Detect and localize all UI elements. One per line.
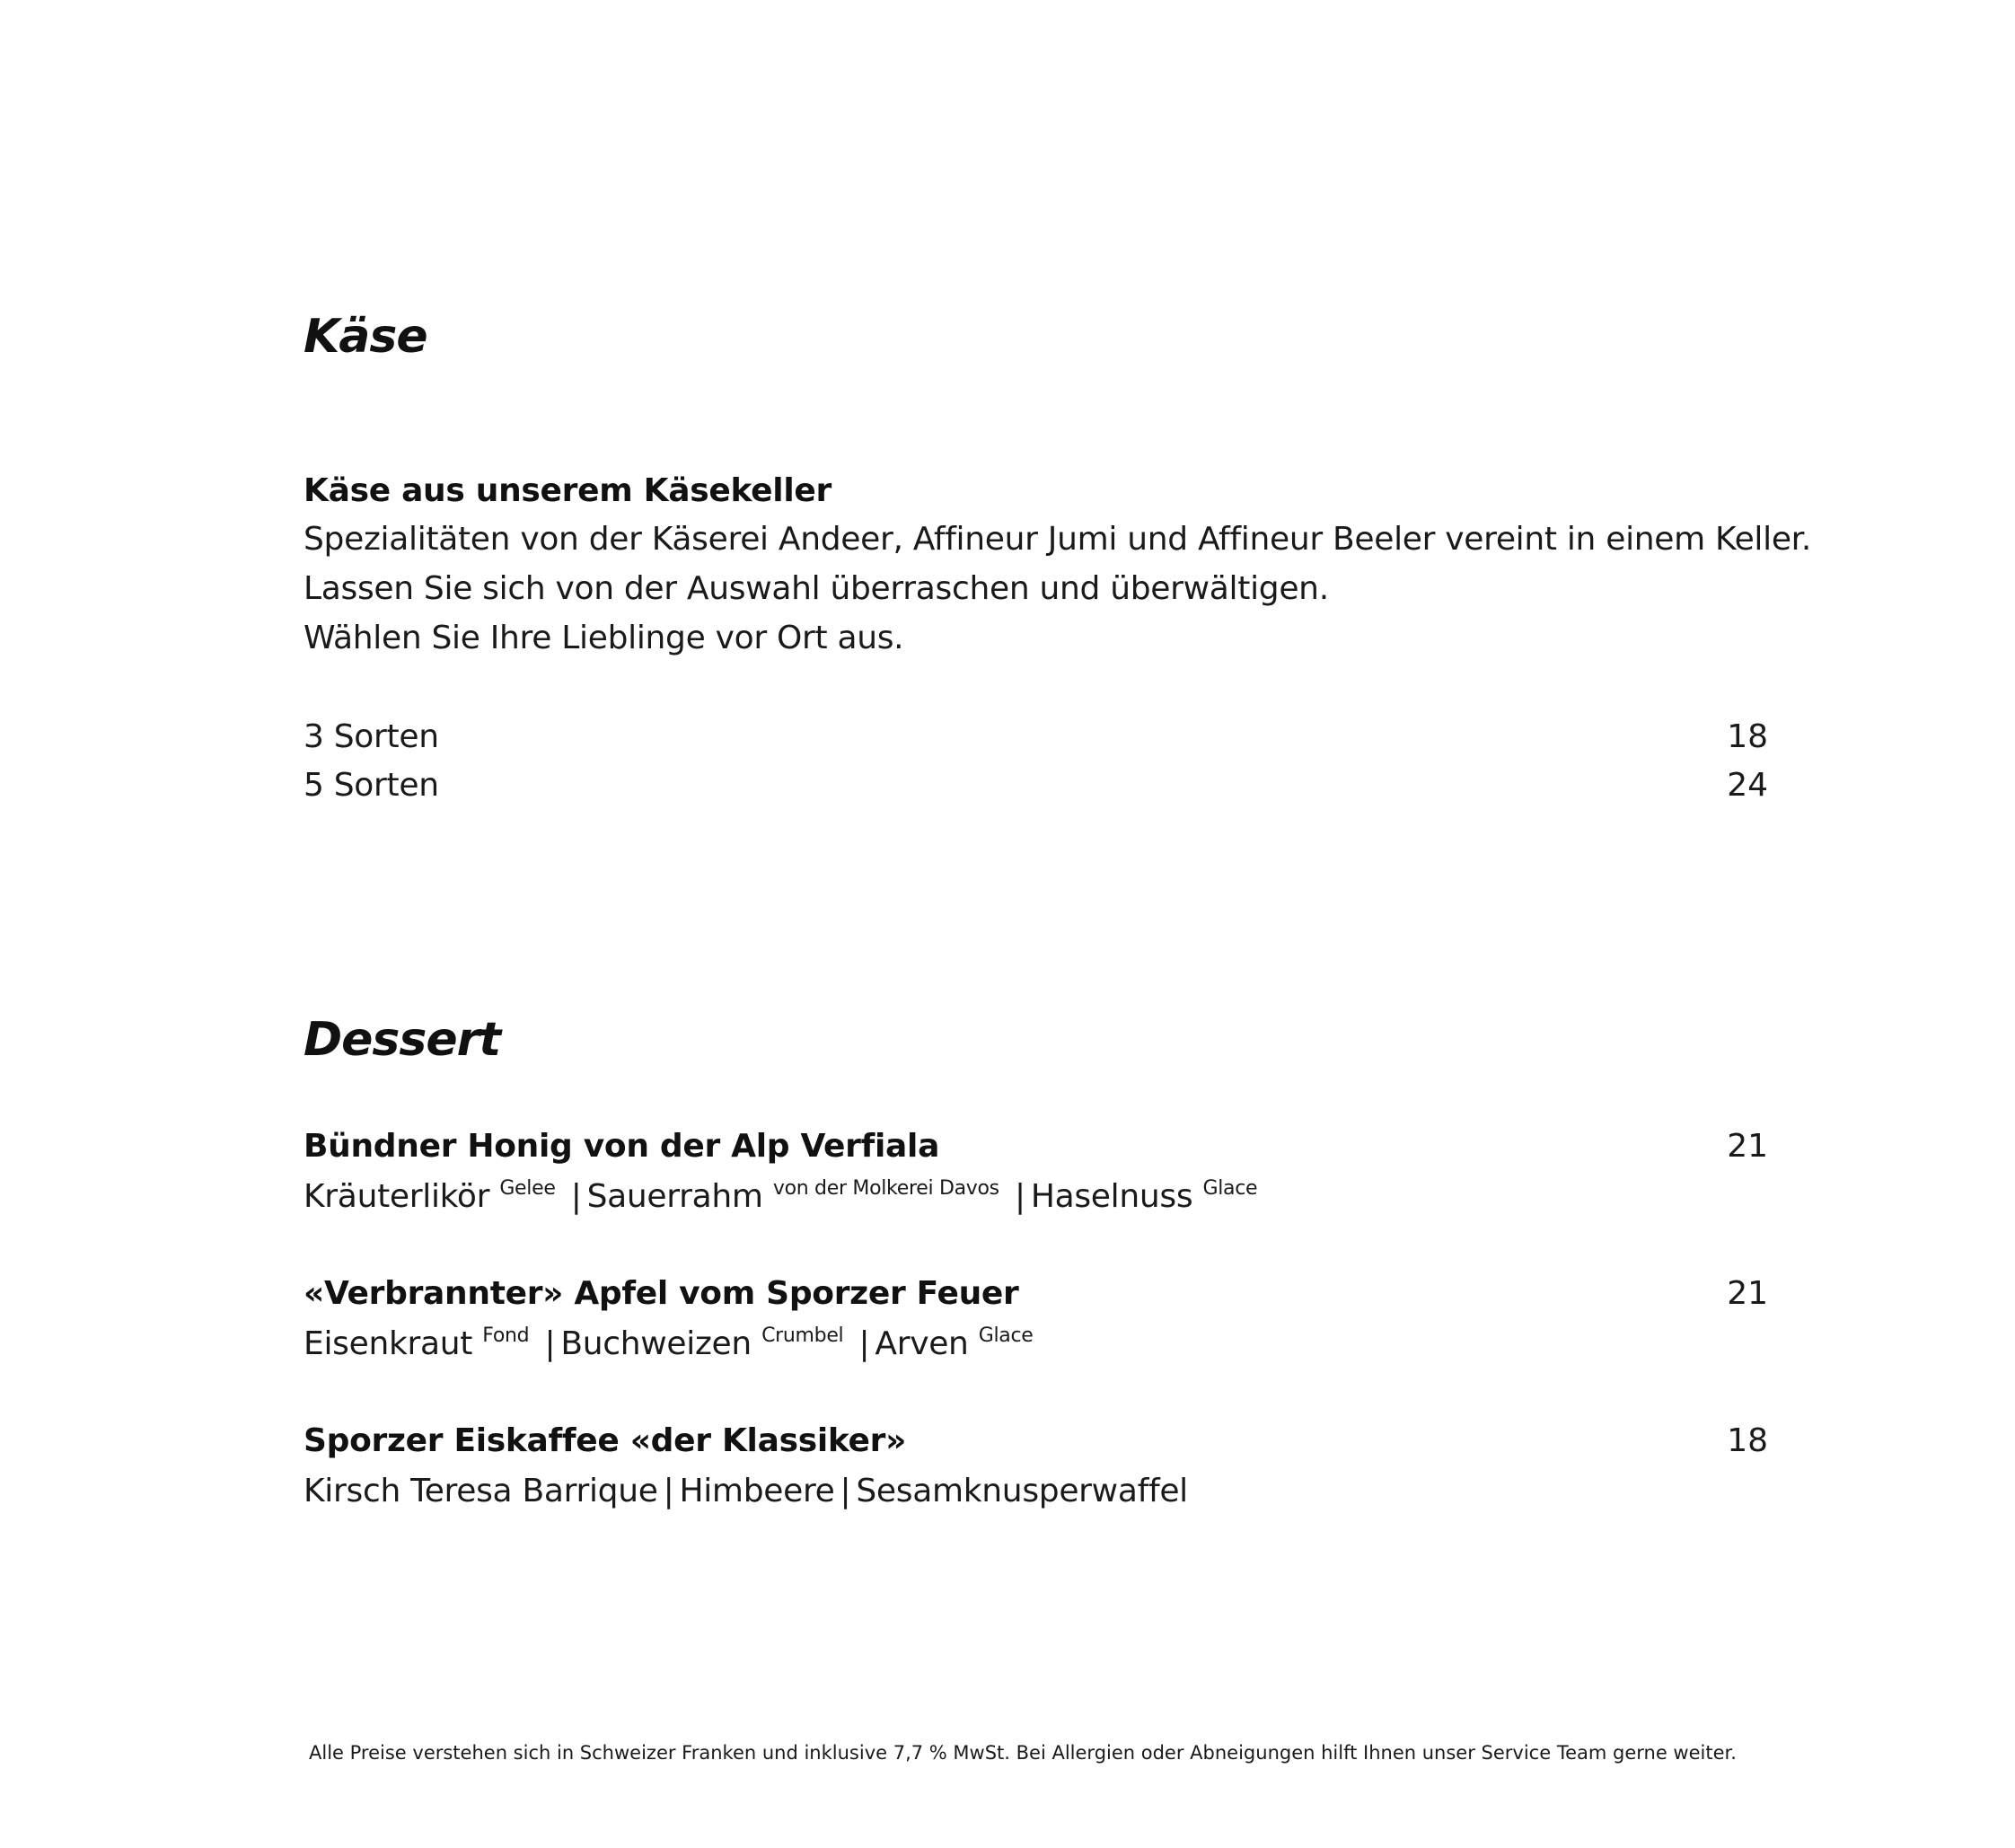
component-text: Himbeere — [679, 1473, 835, 1509]
component-sup: Gelee — [499, 1177, 556, 1200]
component-text: Kirsch Teresa Barrique — [304, 1473, 658, 1509]
component-sup: Fond — [482, 1324, 530, 1347]
component-text: Sesamknusperwaffel — [856, 1473, 1188, 1509]
component-sup: Glace — [1202, 1177, 1258, 1200]
dessert-item-price-1: 21 — [1727, 1128, 1768, 1165]
section-title-dessert: Dessert — [304, 1013, 501, 1067]
option-price-3-sorten: 18 — [1727, 718, 1768, 755]
component-sup: von der Molkerei Davos — [772, 1177, 999, 1200]
dessert-item-components-3 — [304, 1473, 1188, 1509]
dessert-item-title-3: Sporzer Eiskaffee «der Klassiker» — [304, 1422, 907, 1459]
separator: | — [1014, 1178, 1025, 1215]
dessert-item-title-1: Bündner Honig von der Alp Verfiala — [304, 1128, 940, 1165]
separator: | — [570, 1178, 582, 1215]
separator: | — [858, 1325, 870, 1362]
dessert-item-price-2: 21 — [1727, 1275, 1768, 1312]
option-label-3-sorten: 3 Sorten — [304, 718, 439, 755]
option-price-5-sorten: 24 — [1727, 767, 1768, 804]
component-text: Arven — [875, 1325, 969, 1362]
item-title-kaesekeller: Käse aus unserem Käsekeller — [304, 472, 832, 509]
dessert-item-components-2 — [304, 1325, 1034, 1362]
option-label-5-sorten: 5 Sorten — [304, 767, 439, 804]
dessert-item-components-1 — [304, 1178, 1257, 1215]
component-text: Sauerrahm — [586, 1178, 763, 1215]
price-footnote: Alle Preise verstehen sich in Schweizer Franken und inklusive 7,7 % MwSt. Bei Allergien oder Abneigungen hilft Ihnen unser Service Team gerne weiter. — [309, 1742, 1737, 1764]
item-description-line-3: Wählen Sie Ihre Lieblinge vor Ort aus. — [304, 620, 904, 656]
item-description-line-2: Lassen Sie sich von der Auswahl überraschen und überwältigen. — [304, 570, 1329, 607]
component-text: Buchweizen — [560, 1325, 752, 1362]
item-description-line-1: Spezialitäten von der Käserei Andeer, Affineur Jumi und Affineur Beeler vereint in einem Keller. — [304, 521, 1812, 558]
separator: | — [544, 1325, 556, 1362]
component-sup: Glace — [978, 1324, 1034, 1347]
separator: | — [840, 1473, 851, 1509]
component-text: Eisenkraut — [304, 1325, 473, 1362]
separator: | — [663, 1473, 674, 1509]
component-text: Kräuterlikör — [304, 1178, 490, 1215]
section-title-kaese: Käse — [304, 310, 427, 364]
component-text: Haselnuss — [1030, 1178, 1193, 1215]
dessert-item-price-3: 18 — [1727, 1422, 1768, 1459]
component-sup: Crumbel — [761, 1324, 844, 1347]
dessert-item-title-2: «Verbrannter» Apfel vom Sporzer Feuer — [304, 1275, 1019, 1312]
